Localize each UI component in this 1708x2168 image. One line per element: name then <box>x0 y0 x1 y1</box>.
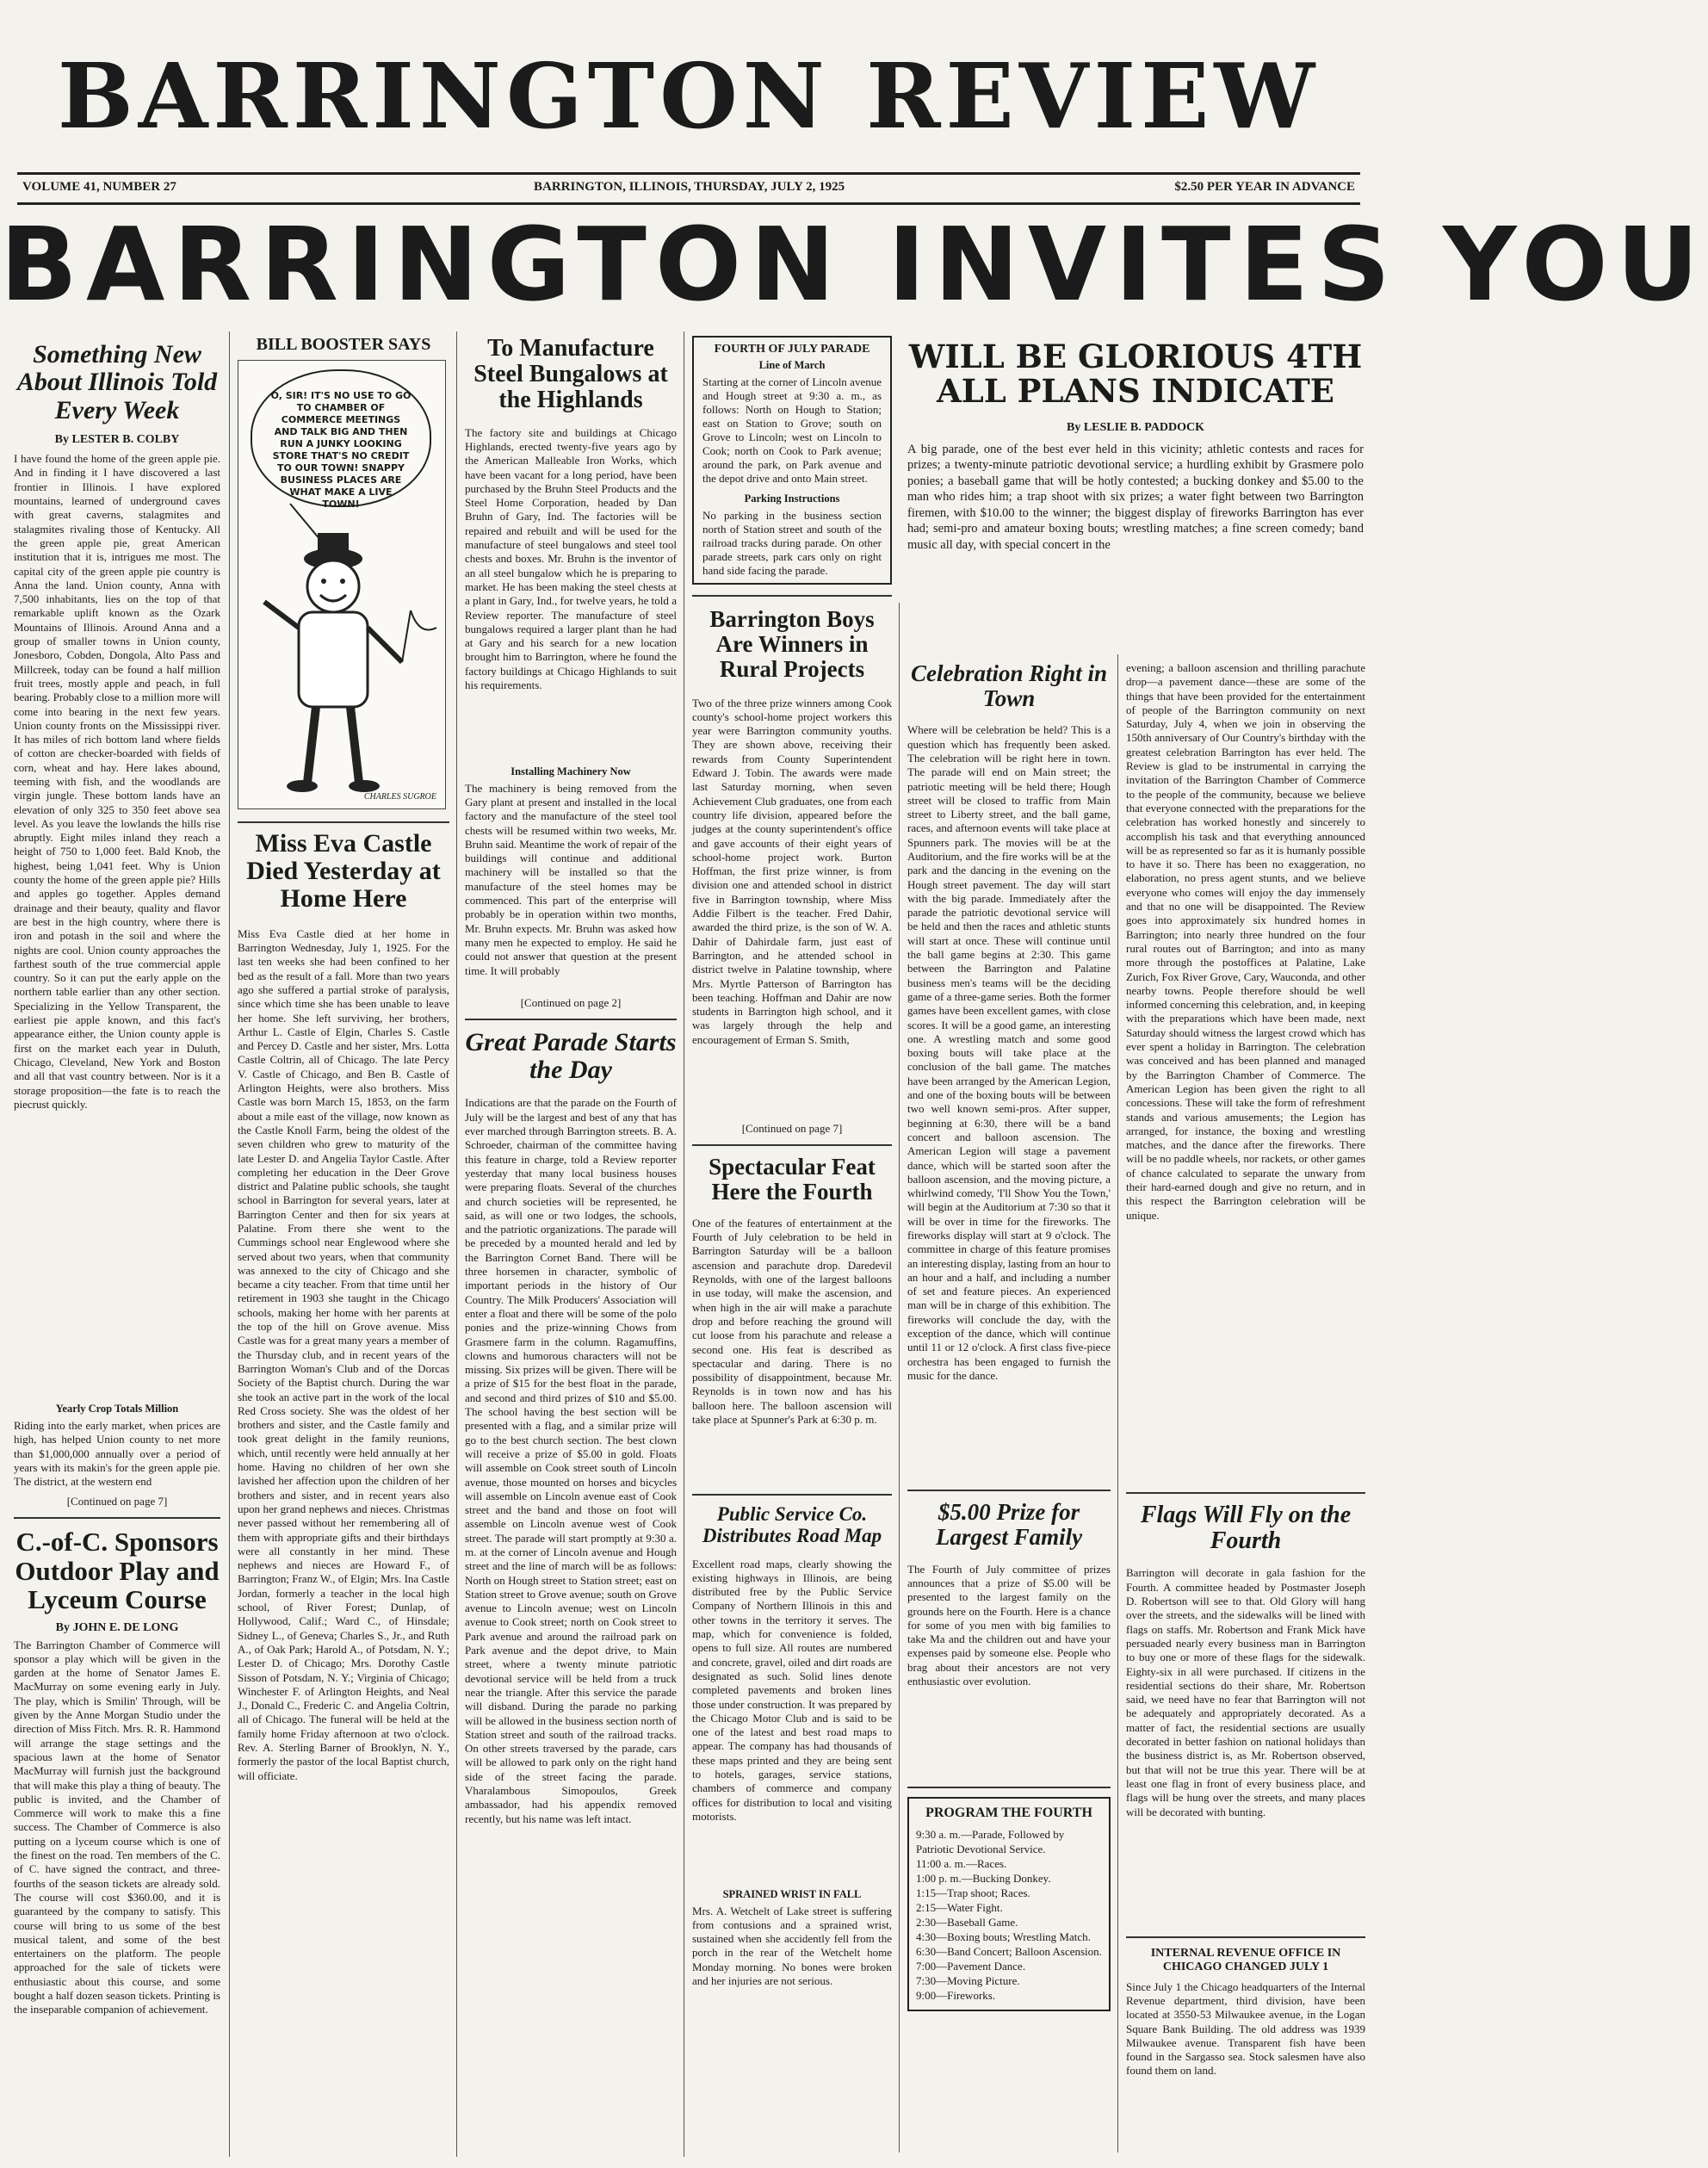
column-rule <box>1117 654 1118 2153</box>
headline-eva-castle: Miss Eva Castle Died Yesterday at Home Here <box>246 828 441 914</box>
column-rule <box>229 331 230 2157</box>
divider <box>907 1490 1111 1491</box>
headline-glorious-4th: WILL BE GLORIOUS 4TH ALL PLANS INDICATE <box>908 338 1363 410</box>
byline-paddock: By LESLIE B. PADDOCK <box>1067 420 1204 434</box>
banner-headline: BARRINGTON INVITES YOU <box>0 205 1708 324</box>
box-subtitle-parking: Parking Instructions <box>744 492 840 505</box>
box-subtitle: Line of March <box>758 359 826 372</box>
headline-barrington-boys: Barrington Boys Are Winners in Rural Projects <box>709 606 875 683</box>
article-wrist-body: Mrs. A. Wetchelt of Lake street is suffering from contusions and a sprained wrist, sustained when she accidently fell from the porch in the rear of the Wetchelt home Monday morning. No bones were broken and her injuries are not serious. <box>692 1904 892 1988</box>
program-list <box>916 1827 1102 2003</box>
article-roadmap-body: Excellent road maps, clearly showing the existing highways in Illinois, are being distributed free by the Public Service Company of Northern Illinois in this and other towns in the territory it serves. The map, which for convenience is folded, opens to full size. All routes are numbered and concrete, gravel, oiled and dirt roads are designated as such. Solid lines denote completed pavements and broken lines those under construction. It was prepared by the Chicago Motor Club and is said to be one of the latest and best road maps to appear. The company has had thousands of these maps printed and they are being sent to hotels, garages, service stations, chambers of commerce and company offices for distribution to local and visiting motorists. <box>692 1557 892 1823</box>
headline-steel-bungalows: To Manufacture Steel Bungalows at the Highlands <box>473 335 668 414</box>
headline-internal-revenue: INTERNAL REVENUE OFFICE IN CHICAGO CHANGED JULY 1 <box>1150 1947 1341 1973</box>
box-parking-body: No parking in the business section north of Station street and south of the railroad tracks during parade. On other parade streets, park cars only on right hand side facing the parade. <box>702 509 882 578</box>
program-item: 6:30—Band Concert; Balloon Ascension. <box>916 1944 1102 1958</box>
article-eva-castle-body: Miss Eva Castle died at her home in Barrington Wednesday, July 1, 1925. For the last ten weeks she had been confined to her bed as the result of a fall. More than two years ago she suffered a partial stroke of paralysis, since which time she has been unable to leave her home. She left surviving, her brothers, Arthur L. Castle of Elgin, Charles S. Castle and Percey D. Castle and her sister, Mrs. Lotta Castle Coltrin, all of Chicago. The late Percy V. Castle of Chicago, and Ben B. Castle of Arlington Heights, were also brothers. Miss Castle was born March 15, 1853, on the farm about a mile east of the village, now known as the Castle Knoll Farm, being the oldest of the seven children who grew to maturity of the late Lester D. and Angelia Taylor Castle. After completing her education in the Deer Grove district and Palatine public schools, she taught school in Barrington for several years, later at Barrington Center and then for six years at Palatine. From there she went to the Cummings school near Englewood where she served about two years, when that community was annexed to the city of Chicago and she became a city teacher. From that time until her retirement in 1903 she taught in the Chicago schools, making her home with her parents at the top of the hill on Grove avenue. Miss Castle was for a great many years a member of the Thursday club, and in recent years of the Barrington Woman's Club and of the Dorcas Society of the Baptist church. During the war she took an active part in the work of the local Red Cross society. She was the oldest of her brothers and sister, and the Castle family and took great delight in the family reunions, which, until recently were held annually at her home. Having no children of her own she lavished her affection upon the children of her brothers and sister, and in recent years also upon her grand nephews and nieces. Christmas never passed without her remembering all of them with appropriate gifts and their birthdays were all constantly in her mind. These nephews and nieces are Howard F., of Barrington; Franz W., of Elgin; Mrs. Ina Castle Jordan, formerly a teacher in the local high school, of River Forest; Dunlap, of Hollywood, Calif.; Ward C., of Hinsdale; Sidney L., of Geneva; Charles S., Jr., and Ruth A., of Oak Park; Harold A., of Potsdam, N. Y.; Lester D. of Chicago; Mrs. Dorothy Castle Sisson of Potsdam, N. Y.; Virginia of Chicago; Winchester F. of Arlington Heights, and Neal J., Donald C., Frederic C. and Angelia Coltrin, all of Chicago. The funeral will be held at the family home Friday afternoon at two o'clock. Rev. A. Sterling Barner of Brooklyn, N. Y., formerly the pastor of the local Baptist church, will officiate. <box>238 926 449 1782</box>
subscription-price: $2.50 PER YEAR IN ADVANCE <box>1174 180 1355 194</box>
article-family-body: The Fourth of July committee of prizes announces that a prize of $5.00 will be presented to the largest family on the grounds here on the Fourth. Here is a chance for some of you men with big families to take Ma and the children out and have your expenses paid by someone else. People who brag about their ancestors are not very enthusiastic over evolution. <box>907 1562 1111 1688</box>
program-item: 4:30—Boxing bouts; Wrestling Match. <box>916 1930 1091 1943</box>
headline-cofc: C.-of-C. Sponsors Outdoor Play and Lyceum Course <box>15 1527 220 1615</box>
program-item: 2:30—Baseball Game. <box>916 1915 1018 1929</box>
lead-story <box>907 340 1364 657</box>
program-item: 2:15—Water Fight. <box>916 1900 1003 1914</box>
column-3 <box>465 336 677 2157</box>
program-box <box>907 1797 1111 2011</box>
headline-great-parade: Great Parade Starts the Day <box>465 1027 677 1085</box>
program-item: 7:30—Moving Picture. <box>916 1973 1020 1987</box>
divider <box>465 1019 677 1020</box>
article-celebration-body: Where will be celebration be held? This is a question which has frequently been asked. The celebration will be right here in town. The parade will end on Main street; the patriotic meeting will be held there; Hough street will be closed to traffic from Main street to Liberty street, and the ball game, races, and afternoon events will take place at Spunners park. The movies will be at the Auditorium, and the fire works will be at the park and the dancing in the evening on the Hough street pavement. The day will start with the big parade. Immediately after the parade the patriotic devotional service will be held and then the races and athletic stunts will start at once. These will continue until the ball game begins at 2:30. This game between the Barrington and Palatine business men's teams will be the deciding game of a three-game series. Both the former games have been excellent games, with close scores. It will be a good game, an interesting one. A wrestling match and some good boxing bouts will take place at the conclusion of the ball game. The matches have been arranged by the American Legion, and one of the boxing bouts will be between two well known semi-pros. After supper, beginning at 6:30, there will be a band concert and balloon ascension. The American Legion will stage a pavement dance, which will be started soon after the balloon ascension, and the moving picture, a whirlwind comedy, 'I'll Show You the Town,' will begin at the Auditorium at 7:30 so that it will be over in time for the fireworks. The fireworks display will start at 9 o'clock. The committee in charge of this feature promises an interesting display, lasting from an hour to an hour and a half, and including a number of set and feature pieces. An experienced man will be in charge of this exhibition. The fireworks will conclude the day, with the exception of the dance, which will continue until 11 or 12 o'clock. A first class five-piece orchestra has been engaged to furnish the music for the dance. <box>907 723 1111 1382</box>
divider <box>907 1787 1111 1788</box>
program-item: 9:00—Fireworks. <box>916 1988 996 2002</box>
volume-number: VOLUME 41, NUMBER 27 <box>22 180 176 194</box>
article-steel-body2: The machinery is being removed from the Gary plant at present and installed in the local factory and the manufacture of the steel tool chests will be resumed within two weeks, Mr. Bruhn said. Meantime the work of repair of the buildings will continue and additional machinery will be installed so that the manufacture of the steel homes may be commenced. This part of the enterprise will probably be in operation within two months, Mr. Bruhn expects. Mr. Bruhn was asked how many men he expected to employ. He said he could not answer that question at the present time. It will probably <box>465 781 677 977</box>
article-flags-body: Barrington will decorate in gala fashion for the Fourth. A committee headed by Postmaster Joseph D. Robertson will see to that. Old Glory will hang over the streets, and the sidewalks will be lined with flags on staffs. Mr. Robertson and Frank Mick have persuaded nearly every business man in Barrington to buy one or more of these flags for the sidewalk. Eighty-six in all were purchased. If citizens in the residential sections do their share, Mr. Robertson said, we need have no fear that Barrington will not be adequately and appropriately decorated. As a matter of fact, the residential sections are usually decorated in better fashion on national holidays than the business district is, as Mr. Robertson observed, but that will not be true this year. There will be at least one flag in front of every business place, and flags will be hung over the streets, and many places will be decorated with bunting. <box>1126 1566 1365 1818</box>
program-item: 7:00—Pavement Dance. <box>916 1959 1026 1973</box>
program-item: 11:00 a. m.—Races. <box>916 1856 1007 1870</box>
column-rule <box>456 331 457 2157</box>
headline-flags: Flags Will Fly on the Fourth <box>1140 1502 1352 1555</box>
headline-spectacular-feat: Spectacular Feat Here the Fourth <box>709 1153 876 1205</box>
article-boys-body: Two of the three prize winners among Cook county's school-home project workers this year were Barrington community youths. They are shown above, receiving their rewards from County Superintendent Edward J. Tobin. The awards were made last Saturday morning, when seven Achievement Club graduates, one from each country life division, appeared before the judges at the county superintendent's office and gave accounts of their eight years of school-home project work. Burton Hoffman, the first prize winner, is from division one and attended school in district five in Barrington township, where Miss Addie Filbert is the teacher. Fred Dahir, awarded the third prize, is the son of W. A. Dahir of Dahirdale farm, just east of Barrington, and he attended school in district twelve in Palatine township, where Mrs. Myrtle Patterson of Barrington has been teaching. Hoffman and Dahir are now students in Barrington high school, and it was largely through the help and encouragement of Erman S. Smith, <box>692 696 892 1046</box>
article-cofc-body: The Barrington Chamber of Commerce will sponsor a play which will be given in the garden at the home of Senator James E. MacMurray on some evening early in July. The play, which is Smilin' Through, will be given by the Anne Morgan Studio under the direction of Miss Fitch. Mrs. R. R. Hammond will arrange the stage settings and the spacious lawn at the home of Senator MacMurray will furnish just the background that will make this play a thing of beauty. The public is invited, and the Chamber of Commerce will work to make this a fine success. The Chamber of Commerce is also putting on a lyceum course which is one of the finest on the road. Ten members of the C. of C. have signed the contract, and three-fourths of the season tickets are already sold. The course will cost $360.00, and it is guaranteed by the company to satisfy. This course will bring to us some of the best musical talent, and some of the best entertainers on the platform. The people approached for the sale of tickets were enthusiastic about this course, and some bought a half dozen season tickets. Printing is the inseparable companion of achievement. <box>14 1638 220 2016</box>
parade-route-box <box>692 336 892 585</box>
column-6 <box>1126 661 1365 2157</box>
article-steel-body: The factory site and buildings at Chicago Highlands, erected twenty-five years ago by the American Malleable Iron Works, which have been vacant for a long period, have been purchased by the Bruhn Steel Products and the Steel Home Corporation, headed by Dan Bruhn of Gary, Ind. The factories will be repaired and rebuilt and will be used for the manufacture of steel bungalows and steel tool chests and boxes. Mr. Bruhn is the inventor of an all steel bungalow which he is preparing to market. He has been making the steel chests at a plant in Gary, Ind., for twelve years, he told a Review reporter. The manufacture of steel bungalows required a larger plant than he had at Gary and his search for a new location brought him to Barrington, where he found the factory buildings at Chicago Highlands to suit his requirements. <box>465 425 677 692</box>
column-5 <box>907 661 1111 2157</box>
continued-note: [Continued on page 7] <box>66 1495 168 1508</box>
subhead-machinery: Installing Machinery Now <box>511 765 631 777</box>
divider <box>1126 1492 1365 1494</box>
divider <box>1126 1936 1365 1938</box>
divider <box>14 1517 220 1519</box>
headline-celebration: Celebration Right in Town <box>910 660 1108 712</box>
divider <box>692 1494 892 1496</box>
byline-colby: By LESTER B. COLBY <box>54 433 180 447</box>
lead-story-continuation: evening; a balloon ascension and thrilling parachute drop—a pavement dance—these are some of the things that have been provided for the entertainment of people of the Barrington community on next Saturday, July 4, when we join in observing the 150th anniversary of Our Country's birthday with the greatest celebration Barrington has ever held. The Review is glad to be instrumental in carrying the invitation of the Barrington Chamber of Commerce to the people of the community, because we believe that everyone connected with the preparations for the celebration has worked honestly and sincerely to accomplish his task and that everything announced will be as represented so far as it is humanly possible to have it so. There has been no exaggeration, no elaboration, no press agent stunts, and we believe everyone who comes will enjoy the day immensely and that no one will be disappointed. The Review goes into approximately six hundred homes in Barrington; into nearly three hundred on the four rural routes out of Barrington; and into as many more through the postoffices at Palatine, Lake Zurich, Fox River Grove, Cary, Wauconda, and other nearby towns. People therefore should be well informed concerning this celebration, and, in keeping with the preparations which have been made, next Saturday should witness the largest crowd which has ever spent a holiday in Barrington. The celebration was conceived and has been planned and managed by the Barrington Chamber of Commerce. The American Legion has been given the right to all concessions. These will take the form of refreshment stands and various amusements; the Legion has arranged, for instance, the boxing and wrestling matches, and the dance after the fireworks. There will be no paddle wheels, nor rackets, or other games of chance calculated to separate the unwary from their hard-earned dough and give no return, and in this respect the Barrington celebration will be unique. <box>1126 661 1365 1222</box>
subhead-crop: Yearly Crop Totals Million <box>55 1403 179 1415</box>
headline-largest-family: $5.00 Prize for Largest Family <box>935 1499 1083 1551</box>
article-illinois-body: I have found the home of the green apple pie. And in finding it I have discovered a last frontier in Illinois. I have explored mountains, learned of underground caves with great caverns, stalagmites and stalagmites rivaling those of Kentucky. All the green apple pie, great American institution that it is, intrigues me most. The capital city of the green apple pie country is Anna the land. Union county, Anna with 7,500 inhabitants, lies on the top of that remarkable uplift known as the Ozark Mountains of Illinois. Around Anna and a group of smaller towns in Union county, Jonesboro, Cobden, Dongola, Alto Pass and Millcreek, today can be found a half million fruit trees, mostly apple and peach, in full bearing. Probably close to a million more will come into bearing in the next few years. Union county fronts on the Mississippi river. It has miles of rich bottom land where fields of cotton are checker-boarded with fields of corn, wheat and hay. Here lakes abound, teeming with fish, and the woodlands are virgin jungle. These bottom lands have an elevation of only 325 to 350 feet above sea level. As you leave the lowlands the hills rise abruptly. Eight miles inland they reach a height of 750 to 1,000 feet. Bald Knob, the highest, being 1,041 feet. Why is Union county the home of the green apple pie? Hills and apples go together. Apples demand drainage and their beauty, quality and flavor are best in the high country, where there is iron and potash in the soil and where the nights are cool. Union county approaches the farthest south of the true commercial apple country. So it can put the early apple on the northern table earlier than any other section. Specializing in the Yellow Transparent, the earliest pie apple known, and this fact's appearance either, the Union county apple is first on the market each year in Duluth, Chicago, Cleveland, New York and Boston and all that vast country between. Nor is it a storage proposition—the fate is to reach the piecrust quickly. <box>14 452 220 1111</box>
program-item: 1:15—Trap shoot; Races. <box>916 1886 1030 1899</box>
program-item: 9:30 a. m.—Parade, Followed by Patriotic Devotional Service. <box>916 1827 1065 1855</box>
article-feat-body: One of the features of entertainment at the Fourth of July celebration to be held in Barrington Saturday will be a balloon ascension and parachute drop. Daredevil Reynolds, with one of the largest balloons in use today, will make the ascension, and when high in the air will make a parachute drop and before reaching the ground will cut loose from his parachute and release a second one. His feat is described as spectacular and daring. There is no possibility of disappointment, because Mr. Reynolds is in town now and has his balloon here. The balloon ascension will take place at Spunner's Park at 6:30 p. m. <box>692 1216 892 1427</box>
divider <box>692 1144 892 1146</box>
bill-booster-cartoon <box>238 360 446 809</box>
column-rule <box>899 603 900 2153</box>
headline-illinois: Something New About Illinois Told Every Week <box>16 340 218 424</box>
byline-delong: By JOHN E. DE LONG <box>55 1620 179 1634</box>
divider <box>692 595 892 597</box>
program-title: PROGRAM THE FOURTH <box>925 1805 1092 1820</box>
masthead-title: BARRINGTON REVIEW <box>57 43 1321 149</box>
speech-bubble: O, SIR! IT'S NO USE TO GO TO CHAMBER OF COMMERCE MEETINGS AND TALK BIG AND THEN RUN A JUNKY LOOKING STORE THAT'S NO CREDIT TO OUR TOWN! SNAPPY BUSINESS PLACES ARE WHAT MAKE A LIVE TOWN! <box>251 369 431 507</box>
subhead-sprained-wrist: SPRAINED WRIST IN FALL <box>722 1887 862 1900</box>
continued-note: [Continued on page 7] <box>741 1121 843 1135</box>
article-illinois-body2: Riding into the early market, when prices are high, has helped Union county to net more than $1,000,000 annually over a period of years with its makin's for the green apple pie. The district, at the western end <box>14 1419 220 1489</box>
lead-story-body: A big parade, one of the best ever held in this vicinity; athletic contests and races for prizes; a twenty-minute patriotic devotional service; a hurdling exhibit by Grasmere polo ponies; a baseball game that will be hotly contested; a bucking donkey and $5.00 to the man who rides him; a trap shoot with six prizes; a water fight between two Barrington firemen, with $10.00 to the winner; the biggest display of fireworks Barrington has ever had; semi-pro and amateur boxing bouts; wrestling matches; a fine screen comedy; band music all day, with special concert in the <box>907 442 1364 552</box>
cartoon-signature: CHARLES SUGROE <box>363 791 436 802</box>
article-parade-body: Indications are that the parade on the Fourth of July will be the largest and best of any that has ever marched through Barrington streets. B. A. Schroeder, chairman of the committee having this feature in charge, told a Review reporter yesterday that many local business houses were preparing floats. Several of the churches and church societies will be represented, he said, as will one or two lodges, the schools, and the patriotic organizations. The parade will be preceded by a mounted herald and led by the Barrington Cornet Band. There will be three horsemen in character, symbolic of important periods in the history of Our Country. The Milk Producers' Association will enter a float and there will be some of the polo ponies and the prize-winning Chows from Grasmere farm in the column. Ragamuffins, clowns and humorous characters will not be missing. Six prizes will be given. There will be a prize of $15 for the best float in the parade, and second and third prizes of $10 and $5.00. The school having the best section will be presented with a flag, and a similar prize will go to the best church section. The best clown will receive a prize of $5.00 in gold. Floats will assemble on Cook street south of Lincoln avenue, those mounted on horses and bicycles will assemble on Lincoln avenue east of Cook street and the band and those on foot will assemble on Lincoln avenue west of Cook street. The parade will start promptly at 9:30 a. m. at the corner of Lincoln avenue and Hough street and the line of march will be as follows: North on Hough street to Station street; east on Station street to Grove avenue; south on Grove avenue to Lincoln avenue; west on Lincoln avenue to Cook street; north on Cook street to Park avenue and around the railroad park on Park avenue and the depot drive, to Main street, where a twenty minute patriotic devotional service will be held from a truck near the triangle. After this service the parade will disband. During the parade no parking will be allowed in the business section north of Station street and south of the railroad tracks. On other streets traversed by the parade, cars will be allowed to park only on the right hand side of the street facing the parade. Vharalambous Simopoulos, Greek ambassador, had his appendix removed recently, but his name was left intact. <box>465 1096 677 1825</box>
column-1 <box>14 336 220 2157</box>
issue-date: BARRINGTON, ILLINOIS, THURSDAY, JULY 2, 1925 <box>534 180 845 194</box>
box-route-body: Starting at the corner of Lincoln avenue and Hough street at 9:30 a. m., as follows: North on Hough to Station; east on Station to Grove; south on Grove to Lincoln; west on Lincoln to Cook; north on Cook to Park avenue; around the park, on Park avenue and the depot drive and onto Main street. <box>702 375 882 486</box>
article-revenue-body: Since July 1 the Chicago headquarters of the Internal Revenue department, third division, have been located at 3550-53 Milwaukee avenue, in the Logan Square Bank Building. The old address was 1939 Milwaukee avenue. Transparent fish have been found in the Sargasso sea. Stock salesmen have also found them on land. <box>1126 1979 1365 2078</box>
column-2 <box>238 336 449 2157</box>
box-title: FOURTH OF JULY PARADE <box>714 343 870 356</box>
cartoon-title: BILL BOOSTER SAYS <box>256 335 431 354</box>
continued-note: [Continued on page 2] <box>520 995 622 1009</box>
column-4 <box>692 336 892 2157</box>
program-item: 1:00 p. m.—Bucking Donkey. <box>916 1871 1051 1885</box>
divider <box>238 821 449 823</box>
bill-booster-figure-icon <box>238 507 445 808</box>
headline-road-map: Public Service Co. Distributes Road Map <box>702 1502 882 1546</box>
